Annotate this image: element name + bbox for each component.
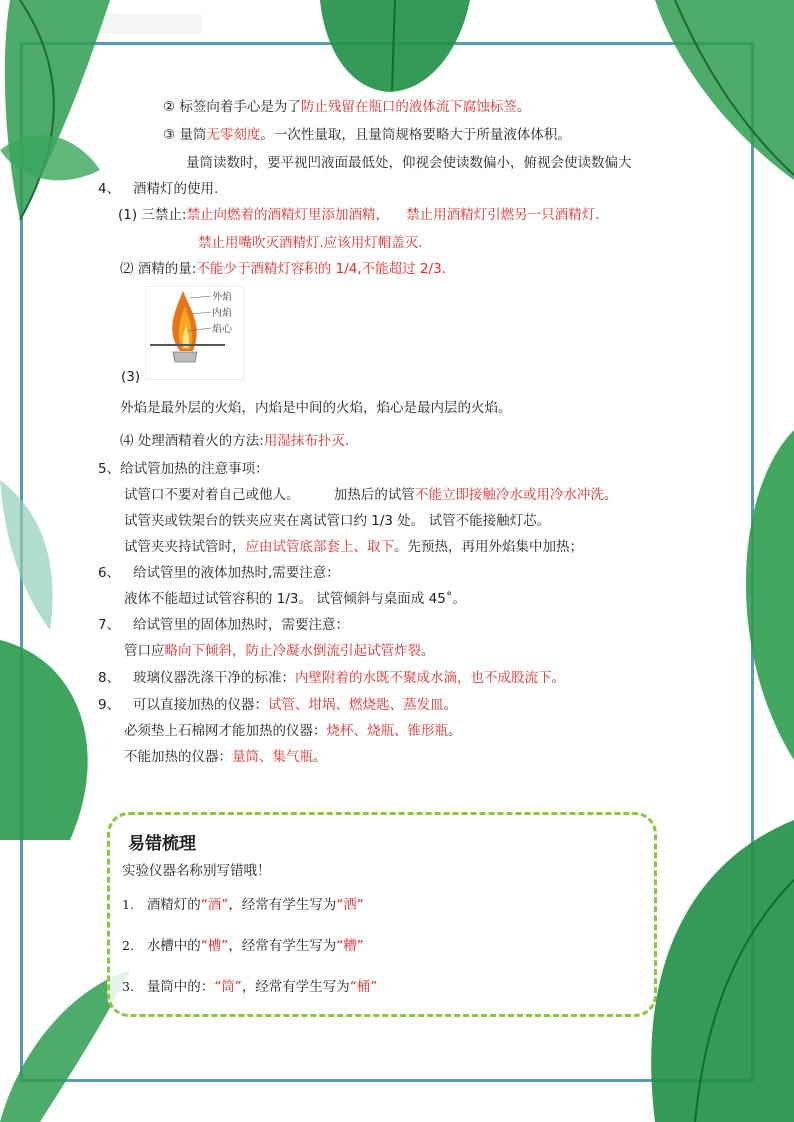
text-line <box>98 564 340 582</box>
list-number: 7、 <box>98 617 121 633</box>
text-line: 5、给试管加热的注意事项： <box>98 461 269 477</box>
text-span: 试管口不要对着自己或他人。 <box>124 487 300 503</box>
highlight-text: “槽” <box>200 938 229 954</box>
text-span: ，经常有学生写为 <box>228 938 337 954</box>
text-span: ② 标签向着手心是为了 <box>163 99 301 115</box>
text-span: 。先预热，再用外焰集中加热； <box>394 539 583 555</box>
text-span: ，经常有学生写为 <box>241 979 350 995</box>
list-item <box>122 937 364 955</box>
text-span: 给试管里的固体加热时，需要注意： <box>132 617 349 633</box>
text-line <box>120 260 446 278</box>
text-line <box>124 538 583 556</box>
highlight-text: 量筒、集气瓶 <box>232 749 313 765</box>
monstera-leaf-right-middle <box>735 430 794 760</box>
list-number: 6、 <box>98 565 121 581</box>
text-span: 。 <box>443 697 457 713</box>
text-line <box>124 486 617 504</box>
list-number: 8、 <box>98 670 121 686</box>
highlight-text: 不能少于酒精灯容积的 1/4,不能超过 2/3. <box>196 261 446 277</box>
text-line: 外焰是最外层的火焰，内焰是中间的火焰，焰心是最内层的火焰。 <box>120 400 512 416</box>
mistakes-title: 易错梳理 <box>128 834 196 854</box>
text-span: 。 <box>516 99 531 115</box>
text-span: 。一次性量取，且量筒规格要略大于所量液体体积。 <box>260 127 571 143</box>
highlight-text: 禁止用酒精灯引燃另一只酒精灯. <box>406 207 600 223</box>
text-line <box>98 616 349 634</box>
text-span: 玻璃仪器洗涤干净的标准： <box>132 670 295 686</box>
text-span: 试管夹夹持试管时， <box>124 539 246 555</box>
highlight-text: 略向下倾斜，防止冷凝水倒流引起试管炸裂 <box>164 643 421 659</box>
label-flame-core: 焰心 <box>212 324 232 335</box>
label-outer-flame: 外焰 <box>212 292 232 303</box>
list-number: 3. <box>122 979 134 994</box>
text-line <box>124 642 435 660</box>
text-span: 。 <box>421 643 435 659</box>
text-span: 水槽中的 <box>146 938 201 954</box>
highlight-text: “酒” <box>200 897 229 913</box>
text-span: 管口应 <box>124 643 165 659</box>
monstera-leaf-top-center <box>320 0 470 95</box>
text-span: ⑵ 酒精的量: <box>120 261 197 277</box>
list-number: 1. <box>122 897 134 912</box>
text-span: 可以直接加热的仪器： <box>132 697 268 713</box>
text-span: 。 <box>448 723 462 739</box>
highlight-text: “糟” <box>336 938 364 954</box>
highlight-text: 用湿抹布扑灭. <box>263 433 350 449</box>
text-span: 。 <box>603 487 618 503</box>
highlight-text: 无零刻度 <box>206 127 261 143</box>
highlight-text: 烧杯、烧瓶、锥形瓶 <box>326 723 448 739</box>
text-span: 。 <box>313 749 327 765</box>
text-span: 酒精灯的使用. <box>132 181 219 197</box>
highlight-text: “洒” <box>336 897 364 913</box>
text-line: 量筒读数时，要平视凹液面最低处，仰视会使读数偏小，俯视会使读数偏大 <box>186 155 632 171</box>
alcohol-lamp-flame-diagram <box>145 286 245 380</box>
text-line <box>98 669 565 687</box>
highlight-text: 内壁附着的水既不聚成水滴，也不成股流下 <box>294 670 552 686</box>
monstera-leaf-left-lower <box>0 640 105 840</box>
list-number: 2. <box>122 938 134 953</box>
highlight-text: 禁止向燃着的酒精灯里添加酒精， <box>186 207 389 223</box>
text-line <box>124 748 327 766</box>
text-span: 量筒中的： <box>146 979 215 995</box>
list-number: 9、 <box>98 697 121 713</box>
text-span: ⑷ 处理酒精着火的方法: <box>120 433 264 449</box>
text-span: ③ 量筒 <box>163 127 207 143</box>
list-item <box>122 896 364 914</box>
highlight-text: 防止残留在瓶口的液体流下腐蚀标签 <box>300 99 517 115</box>
text-span: 不能加热的仪器： <box>124 749 232 765</box>
text-span: 必须垫上石棉网才能加热的仪器： <box>124 723 327 739</box>
text-line: 禁止用嘴吹灭酒精灯.应该用灯帽盖灭. <box>198 235 423 251</box>
mistakes-intro: 实验仪器名称别写错哦！ <box>122 863 271 879</box>
text-line <box>120 432 349 450</box>
text-span: 给试管里的液体加热时,需要注意： <box>132 565 340 581</box>
text-span: (1) 三禁止: <box>118 207 187 223</box>
text-line <box>118 206 599 224</box>
text-span: 加热后的试管 <box>333 487 415 503</box>
text-line <box>163 126 571 144</box>
text-line <box>98 696 457 714</box>
text-line <box>163 98 530 116</box>
text-line: 液体不能超过试管容积的 1/3。 试管倾斜与桌面成 45˚。 <box>124 591 467 607</box>
highlight-text: “筒” <box>214 979 242 995</box>
text-span: 酒精灯的 <box>146 897 201 913</box>
label-inner-flame: 内焰 <box>212 308 232 319</box>
highlight-text: “桶” <box>349 979 378 995</box>
text-line: (3) <box>121 369 141 385</box>
text-line: 试管夹或铁架台的铁夹应夹在离试管口约 1/3 处。 试管不能接触灯芯。 <box>124 513 551 529</box>
highlight-text: 试管、坩埚、燃烧匙、蒸发皿 <box>267 697 444 713</box>
highlight-text: 应由试管底部套上、取下 <box>245 539 394 555</box>
list-item <box>122 978 377 996</box>
text-line <box>124 722 462 740</box>
list-number: 4、 <box>98 181 121 197</box>
text-line <box>98 180 218 198</box>
palm-leaf-left-middle <box>0 470 70 640</box>
fern-leaf-top-right <box>615 0 794 190</box>
highlight-text: 不能立即接触冷水或用冷水冲洗 <box>414 487 604 503</box>
text-span: 。 <box>551 670 565 686</box>
text-span: ，经常有学生写为 <box>228 897 337 913</box>
